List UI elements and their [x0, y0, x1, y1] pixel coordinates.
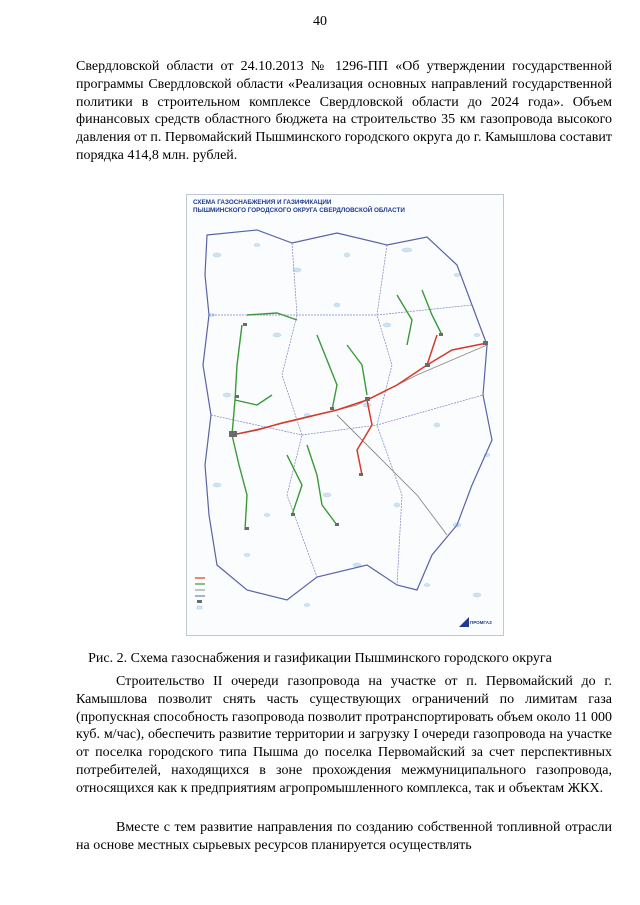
map-legend: [195, 575, 281, 625]
paragraph-2: Строительство II очереди газопровода на участке от п. Первомайский до г. Камышлова позволит снять часть существующих ограничений по лимитам газа (пропускная способность газопровода позволит протранспортировать объем около 11 000 куб. м/час), обеспечить развитие территории и загрузку I очереди газопровода на участке от поселка городского типа Пышма до поселка Первомайский за счет перспективных потребителей, находящихся в зоне прохождения межмуниципального газопровода, относящихся как к предприятиям агропромышленного комплекса, так и объектам ЖКХ.: [76, 674, 612, 796]
map-title-line-1: СХЕМА ГАЗОСНАБЖЕНИЯ И ГАЗИФИКАЦИИ: [193, 199, 332, 206]
regional-pipelines: [232, 345, 487, 535]
page-number: 40: [313, 14, 327, 29]
paragraph-3: Вместе с тем развитие направления по созданию собственной топливной отрасли на основе местных сырьевых ресурсов планируется осуществлять: [76, 820, 612, 853]
district-boundary: [203, 230, 492, 600]
promgaz-logo: [459, 615, 495, 629]
subdivision-lines: [209, 243, 483, 585]
promgaz-logo-mark: [459, 617, 469, 627]
map-drawing: [187, 195, 503, 635]
legend-symbols: [195, 575, 281, 625]
figure-caption: Рис. 2. Схема газоснабжения и газификации Пышминского городского округа: [88, 651, 552, 666]
promgaz-logo-text: ПРОМГАЗ: [470, 620, 492, 625]
gasification-map: [186, 194, 504, 636]
paragraph-1: Свердловской области от 24.10.2013 № 1296-ПП «Об утверждении государственной программы Свердловской области «Реализация основных направлений государственной политики в строительном комплексе Свердловской области до 2024 года». Объем финансовых средств областного бюджета на строительство 35 км газопровода высокого давления от п. Первомайский Пышминского городского округа до г. Камышлова составит порядка 414,8 млн. рублей.: [76, 59, 612, 163]
map-title-line-2: ПЫШМИНСКОГО ГОРОДСКОГО ОКРУГА СВЕРДЛОВСКОЙ ОБЛАСТИ: [193, 206, 405, 214]
water-pattern: [209, 244, 490, 607]
